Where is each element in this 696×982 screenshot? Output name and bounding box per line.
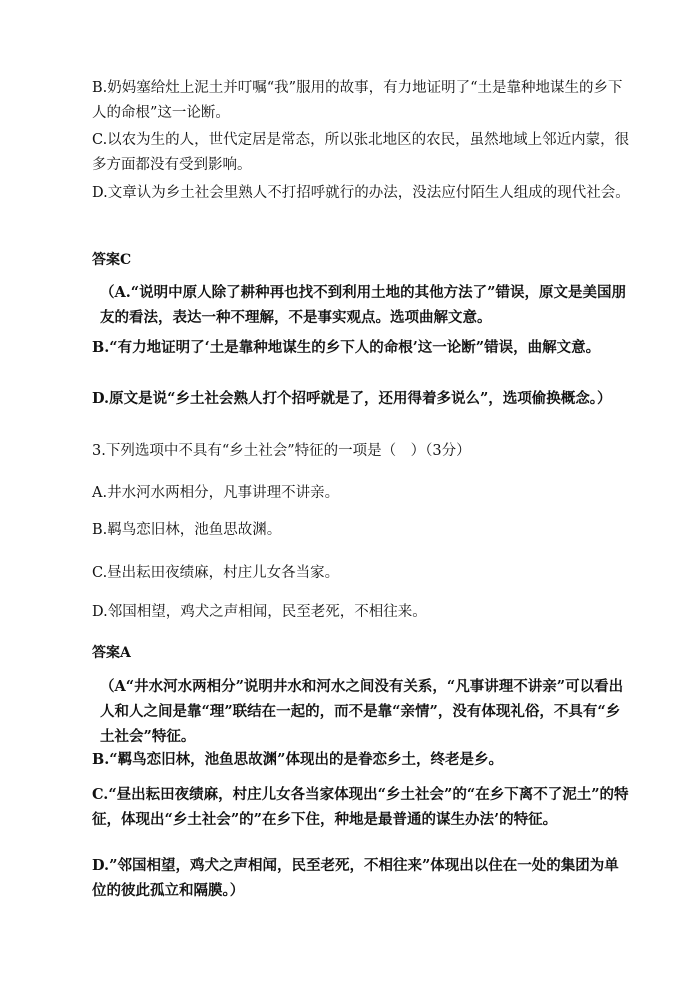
option-c-text: C.以农为生的人，世代定居是常态，所以张北地区的农民，虽然地域上邻近内蒙，很多方面都没有受到影响。	[92, 132, 630, 173]
answer-label: 答案C	[92, 252, 132, 268]
answer-explanation-b: B.“有力地证明了‘土是靠种地谋生的乡下人的命根’这一论断”错误，曲解文意。	[92, 339, 601, 356]
answer-explanation-b: B.“羁鸟恋旧林，池鱼思故渊”体现出的是眷恋乡土，终老是乡。	[92, 751, 503, 768]
q3-option-b: B.羁鸟恋旧林，池鱼思故渊。	[92, 522, 282, 538]
option-b-text: B.奶妈塞给灶上泥土并叮嘱“我”服用的故事，有力地证明了“土是靠种地谋生的乡下人的命根”这一论断。	[92, 80, 623, 121]
q3-option-d: D.邻国相望，鸡犬之声相闻，民至老死，不相往来。	[92, 604, 427, 620]
answer-explanation-d: D.原文是说“乡土社会熟人打个招呼就是了，还用得着多说么”，选项偷换概念。）	[92, 390, 612, 407]
option-d-text: D.文章认为乡土社会里熟人不打招呼就行的办法，没法应付陌生人组成的现代社会。	[92, 185, 630, 201]
answer-label: 答案A	[92, 645, 131, 661]
q3-option-c: C.昼出耘田夜绩麻，村庄儿女各当家。	[92, 565, 340, 581]
q3-option-a: A.井水河水两相分，凡事讲理不讲亲。	[92, 485, 340, 501]
answer-explanation-a: （A.“说明中原人除了耕种再也找不到利用土地的其他方法了”错误，原文是美国朋友的看法，表达一种不理解，不是事实观点。选项曲解文意。	[100, 284, 626, 326]
answer-explanation-c: C.“昼出耘田夜绩麻，村庄儿女各当家体现出“乡土社会”的“在乡下离不了泥土”的特征，体现出“乡土社会”的”在乡下住，种地是最普通的谋生办法’的特征。	[92, 786, 629, 828]
answer-explanation-a: （A“井水河水两相分”说明井水和河水之间没有关系，“凡事讲理不讲亲”可以看出人和人之间是靠“理”联结在一起的，而不是靠“亲情”，没有体现礼俗，不具有“乡土社会”特征。	[100, 678, 624, 745]
question-3-stem: 3.下列选项中不具有“乡土社会”特征的一项是（ ）（3分）	[92, 443, 471, 459]
answer-explanation-d: D.”邻国相望，鸡犬之声相闻，民至老死，不相往来”体现出以住在一处的集团为单位的彼此孤立和隔膜。）	[92, 857, 619, 899]
